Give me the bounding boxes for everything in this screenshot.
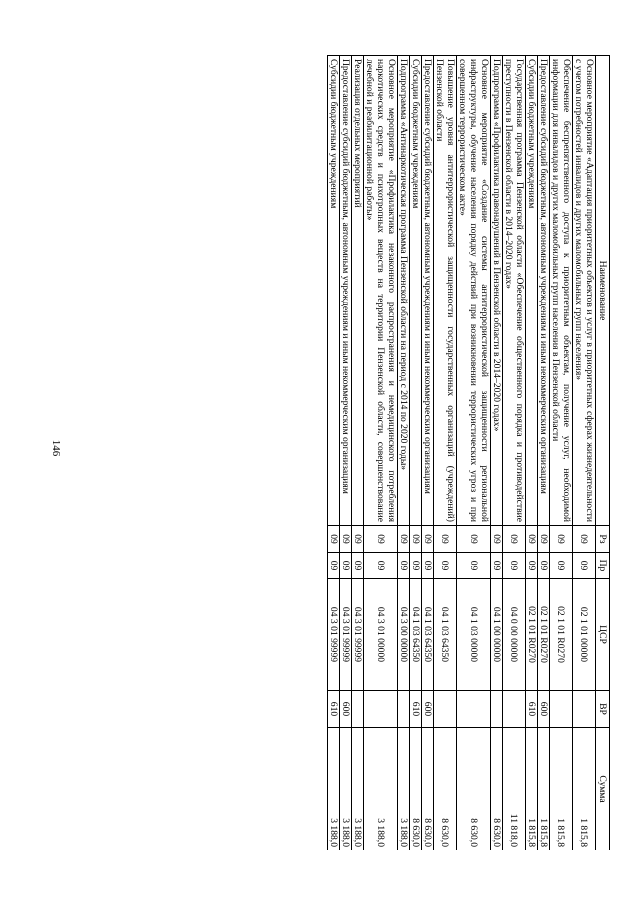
cell-rz: 09: [340, 526, 352, 553]
rotated-table-area: [85, 55, 610, 850]
cell-vr: [352, 691, 364, 728]
cell-pr: 09: [434, 553, 457, 579]
cell-name: Обеспечение беспрепятственного доступа к приоритетным объектам, получение услуг, необходимой информации для инвалидов и других маломобильных групп населения в Пензенской области: [550, 56, 573, 526]
header-name: Наименование: [596, 56, 610, 526]
cell-rz: 09: [503, 526, 526, 553]
cell-pr: 09: [538, 553, 550, 579]
cell-sum: 8 630,0: [491, 728, 503, 851]
cell-pr: 09: [573, 553, 596, 579]
cell-pr: 09: [328, 553, 340, 579]
table-row: [340, 56, 352, 851]
cell-csr: 04 1 00 00000: [491, 579, 503, 691]
cell-rz: 09: [457, 526, 491, 553]
cell-name: Реализация отдельных мероприятий: [352, 56, 364, 526]
cell-pr: 09: [340, 553, 352, 579]
cell-name: Предоставление субсидий бюджетным, автономным учреждениям и иным некоммерческим организациям: [538, 56, 550, 526]
cell-csr: 04 1 03 00000: [457, 579, 491, 691]
cell-rz: 09: [573, 526, 596, 553]
cell-name: Предоставление субсидий бюджетным, автономным учреждениям и иным некоммерческим организациям: [422, 56, 434, 526]
table-row: [422, 56, 434, 851]
cell-sum: 1 815,8: [573, 728, 596, 851]
cell-name: Основное мероприятие «Профилактика незаконного распространения и немедицинского потребления наркотических средств и психотропных веществ на территории Пензенской области, совершенствование лечебной и реабилитационной работы»: [364, 56, 398, 526]
cell-rz: 09: [328, 526, 340, 553]
cell-csr: 04 0 00 00000: [503, 579, 526, 691]
cell-name: Основное мероприятие «Создание системы антитеррористической защищенности региональной инфраструктуры, обучение населения порядку действий при возникновении террористических угроз и при совершенном террористическом акте»: [457, 56, 491, 526]
header-vr: ВР: [596, 691, 610, 728]
header-pr: Пр: [596, 553, 610, 579]
cell-sum: 8 630,0: [422, 728, 434, 851]
cell-sum: 3 188,0: [364, 728, 398, 851]
table-row: [550, 56, 573, 851]
table-row: [434, 56, 457, 851]
table-row: [398, 56, 410, 851]
cell-rz: 09: [422, 526, 434, 553]
cell-name: Субсидии бюджетным учреждениям: [410, 56, 422, 526]
cell-name: Подпрограмма «Профилактика правонарушений в Пензенской области в 2014–2020 годах»: [491, 56, 503, 526]
cell-sum: 3 188,0: [328, 728, 340, 851]
cell-rz: 09: [352, 526, 364, 553]
budget-sheet: [85, 55, 610, 850]
cell-csr: 04 3 00 00000: [398, 579, 410, 691]
cell-sum: 8 630,0: [434, 728, 457, 851]
cell-vr: [491, 691, 503, 728]
table-row: [491, 56, 503, 851]
cell-rz: 09: [410, 526, 422, 553]
cell-vr: 600: [422, 691, 434, 728]
cell-sum: 8 630,0: [457, 728, 491, 851]
budget-table: [327, 55, 610, 850]
cell-name: Субсидии бюджетным учреждениям: [526, 56, 538, 526]
page-number: 146: [50, 439, 62, 457]
cell-vr: [457, 691, 491, 728]
header-rz: Рз: [596, 526, 610, 553]
cell-csr: 02 1 01 R0270: [550, 579, 573, 691]
cell-vr: [503, 691, 526, 728]
cell-vr: 610: [328, 691, 340, 728]
cell-name: Государственная программа Пензенской области «Обеспечение общественного порядка и противодействие преступности в Пензенской области в 2014–2020 годах»: [503, 56, 526, 526]
cell-name: Основное мероприятие «Адаптация приоритетных объектов и услуг в приоритетных сферах жизнедеятельности с учетом потребностей инвалидов и других маломобильных групп населения»: [573, 56, 596, 526]
cell-sum: 3 188,0: [352, 728, 364, 851]
cell-csr: 02 1 01 R0270: [526, 579, 538, 691]
table-row: [526, 56, 538, 851]
cell-rz: 09: [364, 526, 398, 553]
cell-pr: 09: [422, 553, 434, 579]
cell-pr: 09: [503, 553, 526, 579]
table-row: [410, 56, 422, 851]
cell-sum: 1 815,8: [538, 728, 550, 851]
cell-sum: 1 815,8: [526, 728, 538, 851]
cell-csr: 04 3 01 99999: [352, 579, 364, 691]
header-sum: Сумма: [596, 728, 610, 851]
table-row: [503, 56, 526, 851]
cell-csr: 04 3 01 99999: [328, 579, 340, 691]
cell-name: Повышение уровня антитеррористической защищенности государственных организаций (учреждений) Пензенской области: [434, 56, 457, 526]
cell-pr: 09: [352, 553, 364, 579]
table-row: [364, 56, 398, 851]
table-row: [352, 56, 364, 851]
cell-sum: 1 815,8: [550, 728, 573, 851]
cell-pr: 09: [550, 553, 573, 579]
cell-name: Субсидии бюджетным учреждениям: [328, 56, 340, 526]
cell-vr: 610: [526, 691, 538, 728]
header-csr: ЦСР: [596, 579, 610, 691]
table-row: [538, 56, 550, 851]
cell-vr: 600: [340, 691, 352, 728]
cell-pr: 09: [526, 553, 538, 579]
cell-sum: 8 630,0: [410, 728, 422, 851]
table-row: [573, 56, 596, 851]
cell-pr: 09: [457, 553, 491, 579]
cell-rz: 09: [526, 526, 538, 553]
cell-sum: 11 818,0: [503, 728, 526, 851]
cell-name: Предоставление субсидий бюджетным, автономным учреждениям и иным некоммерческим организациям: [340, 56, 352, 526]
cell-vr: 600: [538, 691, 550, 728]
cell-rz: 09: [398, 526, 410, 553]
table-row: [457, 56, 491, 851]
cell-csr: 02 1 01 R0270: [538, 579, 550, 691]
cell-name: Подпрограмма «Антинаркотическая программа Пензенской области на период с 2014 по 2020 годы»: [398, 56, 410, 526]
cell-vr: [398, 691, 410, 728]
table-row: [328, 56, 340, 851]
cell-rz: 09: [538, 526, 550, 553]
cell-pr: 09: [398, 553, 410, 579]
cell-csr: 04 1 03 64350: [410, 579, 422, 691]
cell-rz: 09: [550, 526, 573, 553]
cell-vr: [550, 691, 573, 728]
cell-pr: 09: [491, 553, 503, 579]
cell-csr: 04 1 03 64350: [422, 579, 434, 691]
cell-vr: [434, 691, 457, 728]
table-header-row: [596, 56, 610, 851]
cell-rz: 09: [434, 526, 457, 553]
cell-rz: 09: [491, 526, 503, 553]
cell-sum: 3 188,0: [340, 728, 352, 851]
cell-csr: 04 3 01 00000: [364, 579, 398, 691]
cell-pr: 09: [410, 553, 422, 579]
cell-csr: 04 3 01 99999: [340, 579, 352, 691]
cell-vr: [573, 691, 596, 728]
cell-vr: [364, 691, 398, 728]
cell-pr: 09: [364, 553, 398, 579]
cell-vr: 610: [410, 691, 422, 728]
cell-csr: 04 1 03 64350: [434, 579, 457, 691]
cell-sum: 3 188,0: [398, 728, 410, 851]
cell-csr: 02 1 01 00000: [573, 579, 596, 691]
